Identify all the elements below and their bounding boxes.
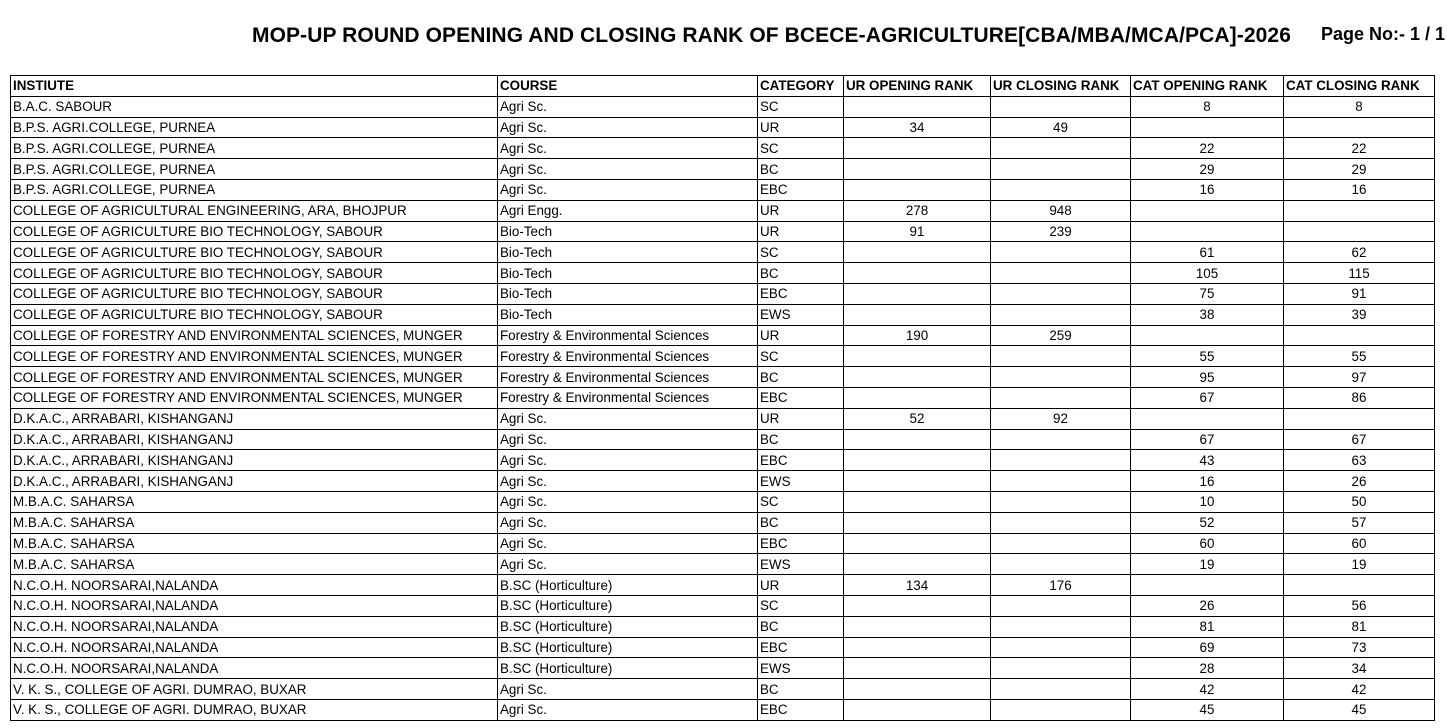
cell-institute: M.B.A.C. SAHARSA bbox=[11, 491, 498, 512]
cell-ur-opening-rank bbox=[844, 283, 991, 304]
cell-ur-closing-rank bbox=[991, 263, 1131, 284]
cell-course: Agri Sc. bbox=[498, 96, 758, 117]
header-cat-closing-rank: CAT CLOSING RANK bbox=[1284, 76, 1435, 97]
cell-ur-opening-rank bbox=[844, 699, 991, 720]
cell-course: Forestry & Environmental Sciences bbox=[498, 387, 758, 408]
cell-cat-closing-rank: 55 bbox=[1284, 346, 1435, 367]
table-row bbox=[11, 221, 1435, 242]
cell-course: Bio-Tech bbox=[498, 242, 758, 263]
cell-cat-opening-rank: 67 bbox=[1131, 387, 1284, 408]
cell-cat-opening-rank: 42 bbox=[1131, 679, 1284, 700]
cell-ur-opening-rank bbox=[844, 179, 991, 200]
cell-course: Agri Sc. bbox=[498, 512, 758, 533]
cell-institute: B.P.S. AGRI.COLLEGE, PURNEA bbox=[11, 179, 498, 200]
table-row bbox=[11, 450, 1435, 471]
cell-category: EBC bbox=[758, 387, 844, 408]
cell-ur-opening-rank bbox=[844, 346, 991, 367]
cell-category: EBC bbox=[758, 699, 844, 720]
cell-ur-opening-rank bbox=[844, 450, 991, 471]
cell-institute: D.K.A.C., ARRABARI, KISHANGANJ bbox=[11, 429, 498, 450]
cell-cat-closing-rank bbox=[1284, 200, 1435, 221]
cell-institute: M.B.A.C. SAHARSA bbox=[11, 512, 498, 533]
table-row bbox=[11, 179, 1435, 200]
cell-category: EBC bbox=[758, 637, 844, 658]
table-row bbox=[11, 304, 1435, 325]
cell-cat-opening-rank: 16 bbox=[1131, 471, 1284, 492]
cell-ur-closing-rank bbox=[991, 554, 1131, 575]
table-row bbox=[11, 491, 1435, 512]
cell-ur-closing-rank bbox=[991, 346, 1131, 367]
header-institute: INSTIUTE bbox=[11, 76, 498, 97]
cell-ur-opening-rank bbox=[844, 679, 991, 700]
document-title: MOP-UP ROUND OPENING AND CLOSING RANK OF BCECE-AGRICULTURE[CBA/MBA/MCA/PCA]-2026 bbox=[252, 24, 1291, 47]
header-cat-opening-rank: CAT OPENING RANK bbox=[1131, 76, 1284, 97]
cell-cat-closing-rank: 26 bbox=[1284, 471, 1435, 492]
cell-institute: D.K.A.C., ARRABARI, KISHANGANJ bbox=[11, 471, 498, 492]
cell-cat-closing-rank: 56 bbox=[1284, 595, 1435, 616]
cell-ur-opening-rank bbox=[844, 512, 991, 533]
cell-ur-closing-rank bbox=[991, 533, 1131, 554]
rank-table bbox=[10, 75, 1435, 721]
cell-course: Agri Sc. bbox=[498, 159, 758, 180]
cell-cat-opening-rank: 81 bbox=[1131, 616, 1284, 637]
cell-cat-opening-rank bbox=[1131, 117, 1284, 138]
cell-institute: COLLEGE OF FORESTRY AND ENVIRONMENTAL SCIENCES, MUNGER bbox=[11, 346, 498, 367]
cell-ur-closing-rank bbox=[991, 159, 1131, 180]
cell-category: EWS bbox=[758, 658, 844, 679]
cell-institute: N.C.O.H. NOORSARAI,NALANDA bbox=[11, 616, 498, 637]
document-header bbox=[0, 22, 1447, 52]
cell-cat-closing-rank: 8 bbox=[1284, 96, 1435, 117]
cell-ur-closing-rank bbox=[991, 595, 1131, 616]
cell-course: Agri Sc. bbox=[498, 138, 758, 159]
cell-course: Forestry & Environmental Sciences bbox=[498, 325, 758, 346]
header-category: CATEGORY bbox=[758, 76, 844, 97]
cell-category: BC bbox=[758, 159, 844, 180]
table-row bbox=[11, 471, 1435, 492]
cell-category: BC bbox=[758, 263, 844, 284]
cell-cat-closing-rank: 34 bbox=[1284, 658, 1435, 679]
table-row bbox=[11, 283, 1435, 304]
table-row bbox=[11, 200, 1435, 221]
cell-category: BC bbox=[758, 679, 844, 700]
cell-course: Bio-Tech bbox=[498, 221, 758, 242]
cell-category: SC bbox=[758, 491, 844, 512]
cell-ur-closing-rank bbox=[991, 512, 1131, 533]
cell-cat-opening-rank: 52 bbox=[1131, 512, 1284, 533]
cell-cat-closing-rank: 57 bbox=[1284, 512, 1435, 533]
cell-course: Bio-Tech bbox=[498, 283, 758, 304]
table-row bbox=[11, 554, 1435, 575]
table-row bbox=[11, 679, 1435, 700]
cell-institute: B.P.S. AGRI.COLLEGE, PURNEA bbox=[11, 117, 498, 138]
cell-institute: D.K.A.C., ARRABARI, KISHANGANJ bbox=[11, 408, 498, 429]
table-row bbox=[11, 616, 1435, 637]
cell-cat-closing-rank: 60 bbox=[1284, 533, 1435, 554]
cell-category: BC bbox=[758, 429, 844, 450]
cell-cat-closing-rank bbox=[1284, 408, 1435, 429]
cell-category: UR bbox=[758, 117, 844, 138]
table-row bbox=[11, 699, 1435, 720]
cell-ur-opening-rank bbox=[844, 263, 991, 284]
cell-institute: B.A.C. SABOUR bbox=[11, 96, 498, 117]
cell-course: Agri Sc. bbox=[498, 679, 758, 700]
cell-ur-closing-rank: 239 bbox=[991, 221, 1131, 242]
cell-ur-closing-rank: 176 bbox=[991, 575, 1131, 596]
cell-ur-closing-rank bbox=[991, 471, 1131, 492]
cell-category: UR bbox=[758, 325, 844, 346]
cell-institute: N.C.O.H. NOORSARAI,NALANDA bbox=[11, 575, 498, 596]
cell-cat-opening-rank: 60 bbox=[1131, 533, 1284, 554]
cell-ur-opening-rank bbox=[844, 616, 991, 637]
cell-cat-opening-rank bbox=[1131, 408, 1284, 429]
cell-category: UR bbox=[758, 221, 844, 242]
cell-cat-closing-rank: 42 bbox=[1284, 679, 1435, 700]
cell-category: BC bbox=[758, 616, 844, 637]
header-ur-closing-rank: UR CLOSING RANK bbox=[991, 76, 1131, 97]
cell-category: EBC bbox=[758, 179, 844, 200]
cell-ur-closing-rank: 92 bbox=[991, 408, 1131, 429]
cell-ur-closing-rank bbox=[991, 367, 1131, 388]
page-number: Page No:- 1 / 1 bbox=[1320, 24, 1445, 44]
cell-category: EBC bbox=[758, 283, 844, 304]
cell-category: EBC bbox=[758, 533, 844, 554]
cell-cat-closing-rank: 22 bbox=[1284, 138, 1435, 159]
cell-course: Bio-Tech bbox=[498, 263, 758, 284]
cell-course: Agri Sc. bbox=[498, 491, 758, 512]
cell-cat-closing-rank bbox=[1284, 575, 1435, 596]
cell-ur-opening-rank: 190 bbox=[844, 325, 991, 346]
cell-ur-opening-rank bbox=[844, 304, 991, 325]
cell-ur-closing-rank bbox=[991, 658, 1131, 679]
table-row bbox=[11, 346, 1435, 367]
cell-course: Agri Sc. bbox=[498, 450, 758, 471]
cell-cat-opening-rank: 26 bbox=[1131, 595, 1284, 616]
cell-course: B.SC (Horticulture) bbox=[498, 658, 758, 679]
cell-cat-opening-rank: 75 bbox=[1131, 283, 1284, 304]
cell-ur-opening-rank bbox=[844, 533, 991, 554]
cell-ur-opening-rank bbox=[844, 138, 991, 159]
cell-institute: N.C.O.H. NOORSARAI,NALANDA bbox=[11, 595, 498, 616]
cell-institute: V. K. S., COLLEGE OF AGRI. DUMRAO, BUXAR bbox=[11, 699, 498, 720]
cell-category: BC bbox=[758, 512, 844, 533]
cell-category: EWS bbox=[758, 304, 844, 325]
cell-cat-opening-rank: 10 bbox=[1131, 491, 1284, 512]
cell-ur-closing-rank bbox=[991, 637, 1131, 658]
table-row bbox=[11, 637, 1435, 658]
cell-course: Agri Sc. bbox=[498, 554, 758, 575]
cell-cat-opening-rank: 29 bbox=[1131, 159, 1284, 180]
table-row bbox=[11, 533, 1435, 554]
cell-ur-closing-rank: 948 bbox=[991, 200, 1131, 221]
table-row bbox=[11, 512, 1435, 533]
cell-ur-opening-rank: 52 bbox=[844, 408, 991, 429]
cell-cat-opening-rank: 22 bbox=[1131, 138, 1284, 159]
cell-category: EWS bbox=[758, 554, 844, 575]
header-course: COURSE bbox=[498, 76, 758, 97]
table-row bbox=[11, 325, 1435, 346]
cell-course: Agri Sc. bbox=[498, 429, 758, 450]
cell-course: Agri Sc. bbox=[498, 699, 758, 720]
cell-category: UR bbox=[758, 200, 844, 221]
cell-ur-closing-rank bbox=[991, 96, 1131, 117]
cell-category: EBC bbox=[758, 450, 844, 471]
cell-cat-opening-rank bbox=[1131, 325, 1284, 346]
table-row bbox=[11, 263, 1435, 284]
cell-cat-opening-rank bbox=[1131, 200, 1284, 221]
cell-cat-opening-rank: 67 bbox=[1131, 429, 1284, 450]
table-row bbox=[11, 595, 1435, 616]
table-row bbox=[11, 159, 1435, 180]
cell-course: B.SC (Horticulture) bbox=[498, 616, 758, 637]
cell-ur-opening-rank bbox=[844, 159, 991, 180]
table-row bbox=[11, 242, 1435, 263]
cell-cat-opening-rank: 16 bbox=[1131, 179, 1284, 200]
cell-course: Bio-Tech bbox=[498, 304, 758, 325]
cell-institute: COLLEGE OF FORESTRY AND ENVIRONMENTAL SCIENCES, MUNGER bbox=[11, 367, 498, 388]
cell-ur-opening-rank bbox=[844, 242, 991, 263]
cell-cat-closing-rank: 115 bbox=[1284, 263, 1435, 284]
cell-institute: D.K.A.C., ARRABARI, KISHANGANJ bbox=[11, 450, 498, 471]
cell-ur-opening-rank bbox=[844, 658, 991, 679]
cell-cat-closing-rank: 97 bbox=[1284, 367, 1435, 388]
cell-cat-closing-rank: 62 bbox=[1284, 242, 1435, 263]
cell-cat-opening-rank: 43 bbox=[1131, 450, 1284, 471]
cell-ur-closing-rank bbox=[991, 242, 1131, 263]
cell-cat-opening-rank: 61 bbox=[1131, 242, 1284, 263]
cell-cat-closing-rank: 81 bbox=[1284, 616, 1435, 637]
cell-category: SC bbox=[758, 595, 844, 616]
cell-institute: COLLEGE OF FORESTRY AND ENVIRONMENTAL SCIENCES, MUNGER bbox=[11, 387, 498, 408]
cell-cat-opening-rank: 45 bbox=[1131, 699, 1284, 720]
table-body bbox=[11, 96, 1435, 720]
cell-cat-opening-rank: 95 bbox=[1131, 367, 1284, 388]
cell-category: UR bbox=[758, 575, 844, 596]
cell-institute: COLLEGE OF AGRICULTURE BIO TECHNOLOGY, SABOUR bbox=[11, 304, 498, 325]
cell-cat-opening-rank: 38 bbox=[1131, 304, 1284, 325]
cell-cat-opening-rank bbox=[1131, 575, 1284, 596]
cell-ur-closing-rank bbox=[991, 179, 1131, 200]
cell-ur-opening-rank: 134 bbox=[844, 575, 991, 596]
cell-cat-closing-rank bbox=[1284, 221, 1435, 242]
cell-institute: V. K. S., COLLEGE OF AGRI. DUMRAO, BUXAR bbox=[11, 679, 498, 700]
cell-course: Agri Sc. bbox=[498, 533, 758, 554]
cell-cat-closing-rank: 67 bbox=[1284, 429, 1435, 450]
table-row bbox=[11, 658, 1435, 679]
cell-ur-closing-rank bbox=[991, 429, 1131, 450]
cell-category: SC bbox=[758, 346, 844, 367]
cell-ur-closing-rank bbox=[991, 616, 1131, 637]
cell-ur-closing-rank bbox=[991, 491, 1131, 512]
cell-ur-closing-rank bbox=[991, 138, 1131, 159]
cell-course: Agri Sc. bbox=[498, 408, 758, 429]
cell-category: EWS bbox=[758, 471, 844, 492]
cell-ur-closing-rank: 49 bbox=[991, 117, 1131, 138]
cell-cat-closing-rank: 86 bbox=[1284, 387, 1435, 408]
cell-cat-closing-rank bbox=[1284, 117, 1435, 138]
table-row bbox=[11, 96, 1435, 117]
cell-cat-opening-rank: 28 bbox=[1131, 658, 1284, 679]
cell-ur-opening-rank bbox=[844, 637, 991, 658]
cell-course: Agri Sc. bbox=[498, 471, 758, 492]
cell-cat-opening-rank: 19 bbox=[1131, 554, 1284, 575]
cell-cat-closing-rank bbox=[1284, 325, 1435, 346]
table-row bbox=[11, 367, 1435, 388]
cell-ur-opening-rank bbox=[844, 367, 991, 388]
cell-ur-opening-rank bbox=[844, 96, 991, 117]
table-row bbox=[11, 575, 1435, 596]
cell-course: Agri Sc. bbox=[498, 179, 758, 200]
table-header-row bbox=[11, 76, 1435, 97]
cell-ur-opening-rank bbox=[844, 387, 991, 408]
header-ur-opening-rank: UR OPENING RANK bbox=[844, 76, 991, 97]
cell-institute: M.B.A.C. SAHARSA bbox=[11, 554, 498, 575]
cell-institute: B.P.S. AGRI.COLLEGE, PURNEA bbox=[11, 159, 498, 180]
cell-cat-closing-rank: 50 bbox=[1284, 491, 1435, 512]
cell-course: B.SC (Horticulture) bbox=[498, 637, 758, 658]
table-row bbox=[11, 408, 1435, 429]
cell-cat-closing-rank: 91 bbox=[1284, 283, 1435, 304]
cell-category: UR bbox=[758, 408, 844, 429]
cell-institute: B.P.S. AGRI.COLLEGE, PURNEA bbox=[11, 138, 498, 159]
cell-ur-opening-rank bbox=[844, 471, 991, 492]
cell-course: Agri Sc. bbox=[498, 117, 758, 138]
cell-ur-opening-rank bbox=[844, 491, 991, 512]
cell-category: SC bbox=[758, 96, 844, 117]
table-row bbox=[11, 117, 1435, 138]
cell-cat-closing-rank: 39 bbox=[1284, 304, 1435, 325]
cell-institute: COLLEGE OF AGRICULTURE BIO TECHNOLOGY, SABOUR bbox=[11, 242, 498, 263]
cell-category: SC bbox=[758, 242, 844, 263]
cell-ur-closing-rank bbox=[991, 387, 1131, 408]
table-row bbox=[11, 387, 1435, 408]
cell-institute: COLLEGE OF AGRICULTURAL ENGINEERING, ARA, BHOJPUR bbox=[11, 200, 498, 221]
cell-ur-opening-rank bbox=[844, 429, 991, 450]
cell-cat-opening-rank: 69 bbox=[1131, 637, 1284, 658]
cell-ur-closing-rank: 259 bbox=[991, 325, 1131, 346]
cell-course: B.SC (Horticulture) bbox=[498, 595, 758, 616]
cell-cat-closing-rank: 73 bbox=[1284, 637, 1435, 658]
cell-cat-closing-rank: 63 bbox=[1284, 450, 1435, 471]
cell-cat-closing-rank: 29 bbox=[1284, 159, 1435, 180]
cell-ur-closing-rank bbox=[991, 283, 1131, 304]
table-row bbox=[11, 429, 1435, 450]
cell-ur-opening-rank bbox=[844, 554, 991, 575]
cell-cat-opening-rank bbox=[1131, 221, 1284, 242]
cell-ur-closing-rank bbox=[991, 304, 1131, 325]
cell-institute: N.C.O.H. NOORSARAI,NALANDA bbox=[11, 637, 498, 658]
cell-ur-opening-rank: 278 bbox=[844, 200, 991, 221]
cell-ur-closing-rank bbox=[991, 450, 1131, 471]
cell-ur-opening-rank: 34 bbox=[844, 117, 991, 138]
cell-course: Forestry & Environmental Sciences bbox=[498, 346, 758, 367]
cell-course: Forestry & Environmental Sciences bbox=[498, 367, 758, 388]
cell-cat-closing-rank: 45 bbox=[1284, 699, 1435, 720]
cell-cat-closing-rank: 16 bbox=[1284, 179, 1435, 200]
cell-institute: COLLEGE OF FORESTRY AND ENVIRONMENTAL SCIENCES, MUNGER bbox=[11, 325, 498, 346]
cell-ur-closing-rank bbox=[991, 699, 1131, 720]
cell-cat-closing-rank: 19 bbox=[1284, 554, 1435, 575]
cell-institute: COLLEGE OF AGRICULTURE BIO TECHNOLOGY, SABOUR bbox=[11, 283, 498, 304]
cell-institute: M.B.A.C. SAHARSA bbox=[11, 533, 498, 554]
cell-cat-opening-rank: 8 bbox=[1131, 96, 1284, 117]
cell-ur-opening-rank: 91 bbox=[844, 221, 991, 242]
cell-course: B.SC (Horticulture) bbox=[498, 575, 758, 596]
cell-course: Agri Engg. bbox=[498, 200, 758, 221]
cell-ur-closing-rank bbox=[991, 679, 1131, 700]
cell-category: BC bbox=[758, 367, 844, 388]
cell-institute: COLLEGE OF AGRICULTURE BIO TECHNOLOGY, SABOUR bbox=[11, 263, 498, 284]
table-row bbox=[11, 138, 1435, 159]
cell-institute: COLLEGE OF AGRICULTURE BIO TECHNOLOGY, SABOUR bbox=[11, 221, 498, 242]
cell-category: SC bbox=[758, 138, 844, 159]
cell-cat-opening-rank: 55 bbox=[1131, 346, 1284, 367]
cell-cat-opening-rank: 105 bbox=[1131, 263, 1284, 284]
cell-institute: N.C.O.H. NOORSARAI,NALANDA bbox=[11, 658, 498, 679]
cell-ur-opening-rank bbox=[844, 595, 991, 616]
